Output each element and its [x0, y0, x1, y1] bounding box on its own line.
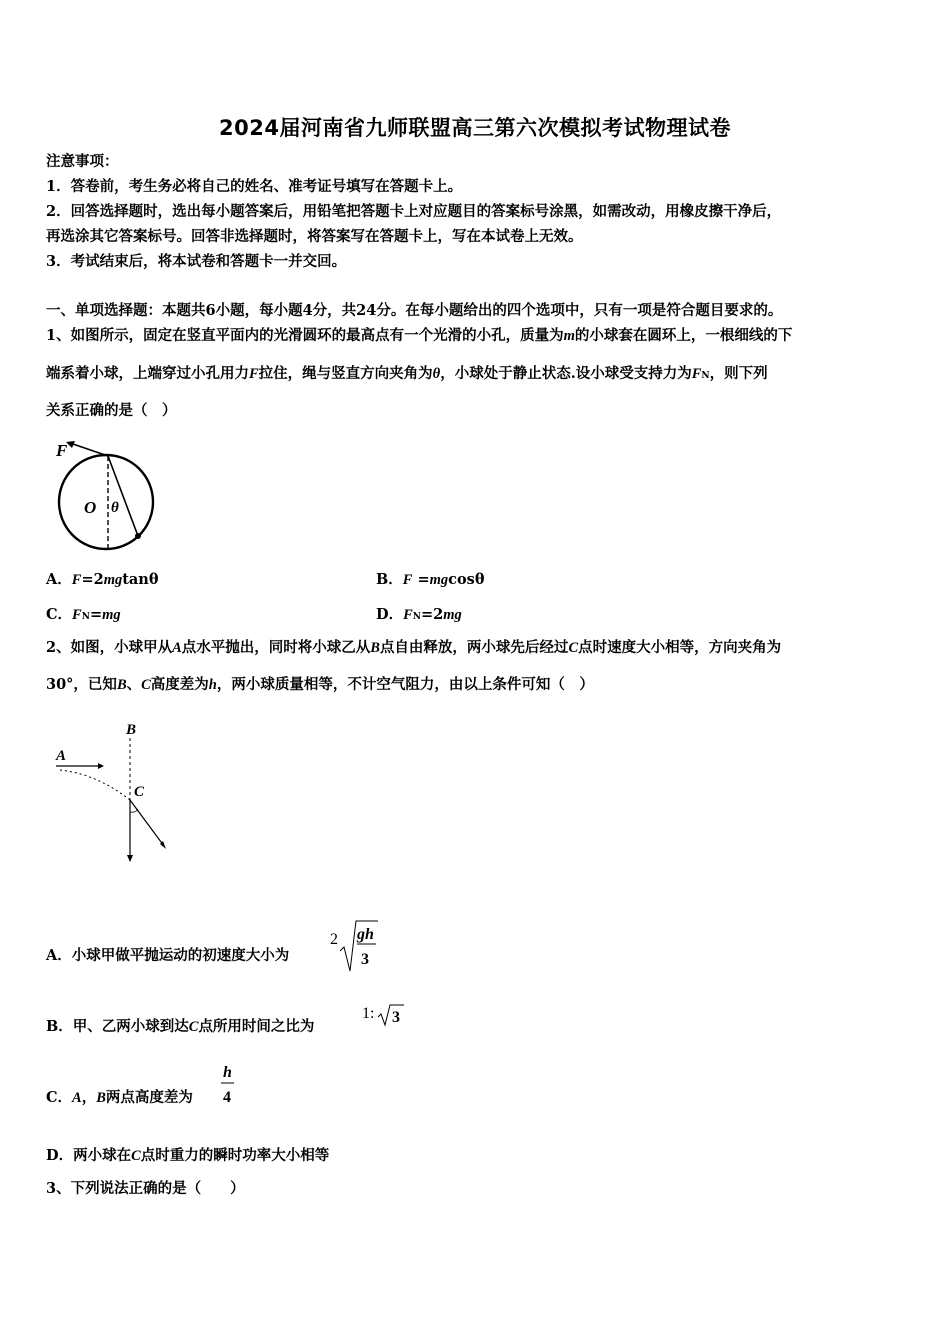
rope-line: [108, 456, 138, 536]
q2-option-d[interactable]: D．两小球在C点时重力的瞬时功率大小相等: [46, 1147, 330, 1164]
svg-text:h: h: [223, 1064, 232, 1081]
label-O: O: [84, 498, 97, 517]
notice-item-2: 2．回答选择题时，选出每小题答案后，用铅笔把答题卡上对应题目的答案标号涂黑，如需改动，用橡皮擦干净后，: [46, 203, 782, 220]
q3-line-1: 3、下列说法正确的是（ ）: [46, 1180, 245, 1197]
fraction-h-over-4: [220, 1060, 236, 1108]
notice-heading: 注意事项：: [46, 153, 119, 170]
velocity-oblique-line: [130, 800, 164, 846]
label-F: F: [56, 441, 68, 460]
velocity-arrowhead: [98, 763, 104, 769]
label-C: C: [134, 784, 145, 800]
notice-item-2-cont: 再选涂其它答案标号。回答非选择题时，将答案写在答题卡上，写在本试卷上无效。: [46, 228, 583, 245]
sqrt-3: [377, 1003, 405, 1027]
q2-line-2: 30°，已知B、C高度差为h，两小球质量相等，不计空气阻力，由以上条件可知（ ）: [46, 676, 594, 693]
page-title: 2024届河南省九师联盟高三第六次模拟考试物理试卷: [219, 116, 731, 140]
q1-line-2: 端系着小球，上端穿过小孔用力F拉住，绳与竖直方向夹角为θ，小球处于静止状态.设小球受支持力为FN，则下列: [46, 365, 768, 382]
notice-item-1: 1．答卷前，考生务必将自己的姓名、准考证号填写在答题卡上。: [46, 178, 463, 195]
sqrt-gh-over-3: [338, 917, 380, 973]
q1-line-1: 1、如图所示，固定在竖直平面内的光滑圆环的最高点有一个光滑的小孔，质量为m的小球套在圆环上，一根细线的下: [46, 327, 793, 344]
label-theta: θ: [111, 500, 119, 516]
section-heading: 一、单项选择题：本题共6小题，每小题4分，共24分。在每小题给出的四个选项中，只有一项是符合题目要求的。: [46, 302, 783, 319]
velocity-down-arrowhead: [127, 855, 133, 862]
q1-option-d[interactable]: D．FN=2mg: [376, 606, 462, 623]
q2-figure-projectile: [52, 716, 177, 866]
q2-line-1: 2、如图，小球甲从A点水平抛出，同时将小球乙从B点自由释放，两小球先后经过C点时速度大小相等，方向夹角为: [46, 639, 782, 656]
force-arrow: [70, 443, 108, 456]
q1-option-b[interactable]: B．F =mgcosθ: [376, 571, 485, 588]
label-A: A: [56, 748, 67, 764]
notice-item-3: 3．考试结束后，将本试卷和答题卡一并交回。: [46, 253, 347, 270]
svg-text:4: 4: [223, 1089, 231, 1106]
label-B: B: [126, 722, 137, 738]
q1-option-a[interactable]: A．F=2mgtanθ: [46, 571, 159, 588]
q1-line-3: 关系正确的是（ ）: [46, 402, 177, 419]
svg-text:3: 3: [361, 951, 369, 968]
ball-dot: [135, 533, 141, 539]
svg-text:3: 3: [392, 1009, 400, 1026]
q1-option-c[interactable]: C．FN=mg: [46, 606, 121, 623]
q1-figure-ring: [50, 436, 162, 554]
parabola-path: [60, 770, 130, 800]
svg-text:gh: gh: [357, 926, 374, 943]
